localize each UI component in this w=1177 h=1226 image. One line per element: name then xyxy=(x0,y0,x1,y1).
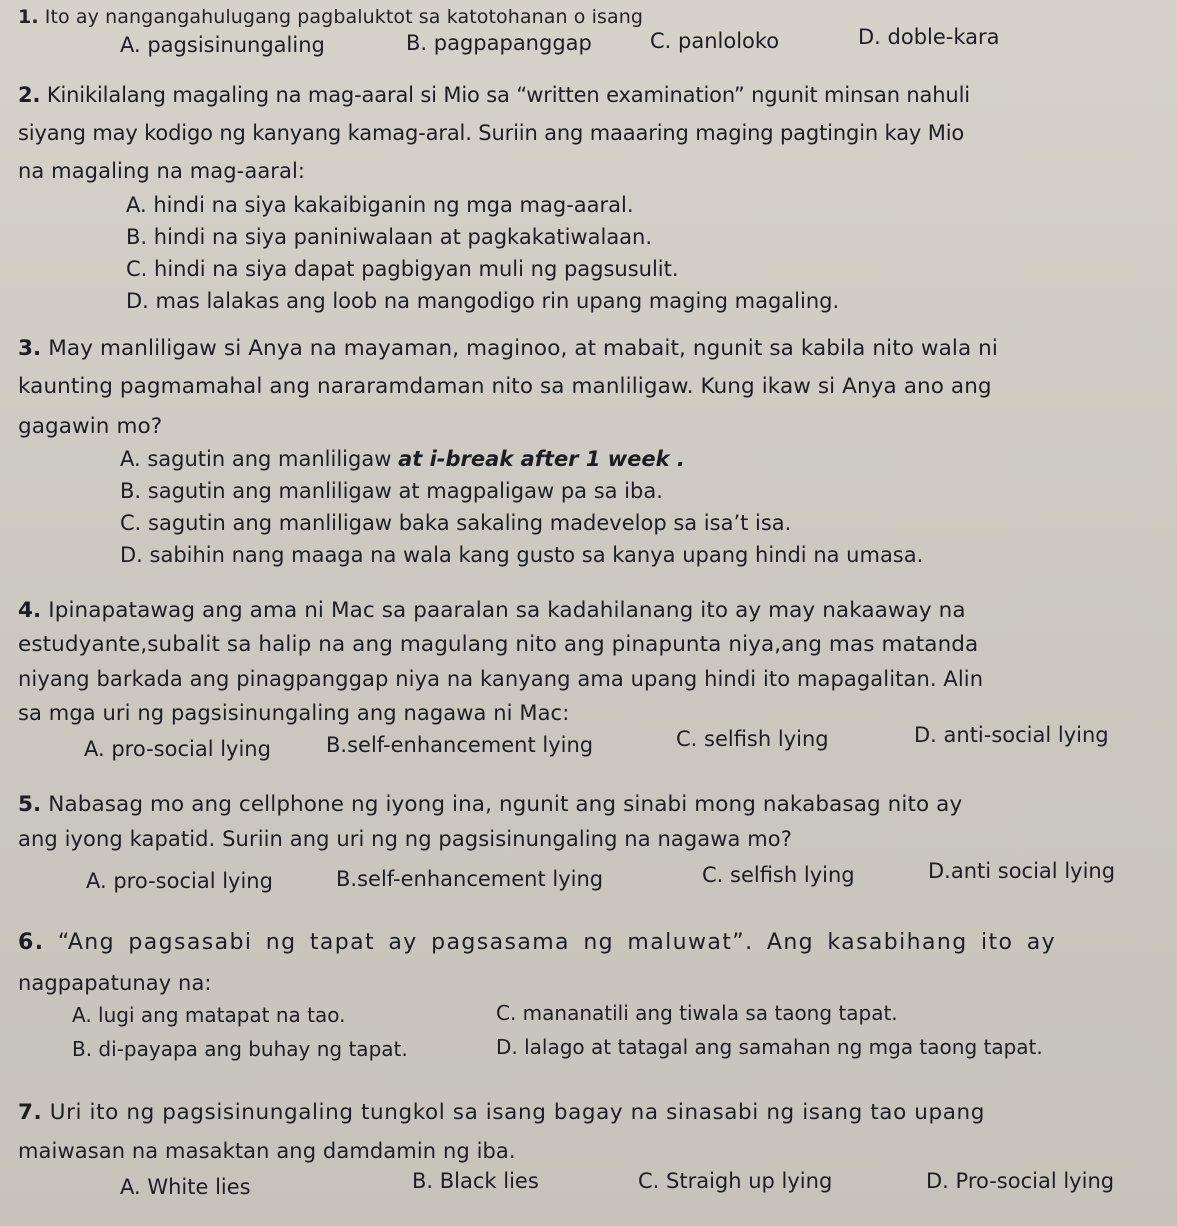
question-3-line-2: kaunting pagmamahal ang nararamdaman nito sa manliligaw. Kung ikaw si Anya ano ang xyxy=(18,374,992,399)
q5-option-d: D.anti social lying xyxy=(928,859,1116,883)
question-5-text-1: Nabasag mo ang cellphone ng iyong ina, ngunit ang sinabi mong nakabasag nito ay xyxy=(48,792,963,817)
question-3-text-1: May manliligaw si Anya na mayaman, maginoo, at mabait, ngunit sa kabila nito wala ni xyxy=(48,336,998,361)
q7-option-b: B. Black lies xyxy=(412,1169,539,1193)
q4-option-b: B.self-enhancement lying xyxy=(326,733,594,757)
question-4-line-4: sa mga uri ng pagsisinungaling ang nagawa ni Mac: xyxy=(18,701,570,725)
question-3-line-3: gagawin mo? xyxy=(18,414,163,439)
question-4-text-1: Ipinapatawag ang ama ni Mac sa paaralan sa kadahilanang ito ay may nakaaway na xyxy=(48,598,966,623)
question-3-number: 3. xyxy=(18,336,42,361)
q5-option-c: C. selfish lying xyxy=(702,863,855,887)
question-2-line-2: siyang may kodigo ng kanyang kamag-aral. Suriin ang maaaring maging pagtingin kay Mio xyxy=(18,121,965,145)
q2-option-b: B. hindi na siya paniniwalaan at pagkakatiwalaan. xyxy=(126,225,653,249)
question-4-line-3: niyang barkada ang pinagpanggap niya na kanyang ama upang hindi ito mapagalitan. Alin xyxy=(18,667,984,691)
question-5-number: 5. xyxy=(18,792,42,817)
question-4-line-1 xyxy=(18,596,966,626)
q3-option-d: D. sabihin nang maaga na wala kang gusto sa kanya upang hindi na umasa. xyxy=(120,543,924,567)
question-6-text-1: “Ang pagsasabi ng tapat ay pagsasama ng maluwat”. Ang kasabihang ito ay xyxy=(57,930,1057,955)
q1-option-a: A. pagsisinungaling xyxy=(120,33,325,57)
q6-option-d: D. lalago at tatagal ang samahan ng mga taong tapat. xyxy=(496,1035,1043,1059)
question-2-text-1: Kinikilalang magaling na mag-aaral si Mio sa “written examination” ngunit minsan nahuli xyxy=(46,83,970,107)
question-7-line-2: maiwasan na masaktan ang damdamin ng iba. xyxy=(18,1139,516,1163)
q5-option-a: A. pro-social lying xyxy=(86,869,273,893)
q3-option-c: C. sagutin ang manliligaw baka sakaling madevelop sa isa’t isa. xyxy=(120,511,792,535)
q6-option-a: A. lugi ang matapat na tao. xyxy=(72,1003,346,1027)
question-7-text-1: Uri ito ng pagsisinungaling tungkol sa isang bagay na sinasabi ng isang tao upang xyxy=(49,1100,985,1125)
q3-option-a-handwritten: at i-break after 1 week . xyxy=(398,447,685,471)
q1-option-d: D. doble-kara xyxy=(858,25,1000,49)
q3-option-b: B. sagutin ang manliligaw at magpaligaw pa sa iba. xyxy=(120,479,663,503)
q6-option-b: B. di-payapa ang buhay ng tapat. xyxy=(72,1037,408,1061)
q4-option-a: A. pro-social lying xyxy=(84,737,271,761)
q3-option-a-printed: A. sagutin ang manliligaw xyxy=(120,447,392,471)
question-2-line-1 xyxy=(18,80,970,110)
question-6-line-1 xyxy=(18,928,1056,958)
q5-option-b: B.self-enhancement lying xyxy=(336,867,604,891)
question-1-number: 1. xyxy=(18,6,39,28)
question-1-text: Ito ay nangangahulugang pagbaluktot sa katotohanan o isang xyxy=(44,6,644,28)
q2-option-d: D. mas lalakas ang loob na mangodigo rin upang maging magaling. xyxy=(126,289,840,313)
q4-option-c: C. selfish lying xyxy=(676,727,829,751)
q2-option-c: C. hindi na siya dapat pagbigyan muli ng pagsusulit. xyxy=(126,257,679,281)
question-2-line-3: na magaling na mag-aaral: xyxy=(18,159,306,183)
question-7-line-1 xyxy=(18,1098,985,1128)
q1-option-b: B. pagpapanggap xyxy=(406,31,592,55)
question-5-line-1 xyxy=(18,790,962,820)
question-2-number: 2. xyxy=(18,83,41,107)
question-4-number: 4. xyxy=(18,598,42,623)
q7-option-c: C. Straigh up lying xyxy=(638,1169,833,1193)
question-5-line-2: ang iyong kapatid. Suriin ang uri ng ng pagsisinungaling na nagawa mo? xyxy=(18,827,793,851)
question-7-number: 7. xyxy=(18,1100,43,1125)
question-6-line-2: nagpapatunay na: xyxy=(18,971,212,995)
q3-option-a xyxy=(120,444,685,474)
q2-option-a: A. hindi na siya kakaibiganin ng mga mag-aaral. xyxy=(126,193,634,217)
question-6-number: 6. xyxy=(18,930,45,955)
q1-option-c: C. panloloko xyxy=(650,29,780,53)
q7-option-a: A. White lies xyxy=(120,1175,251,1199)
q7-option-d: D. Pro-social lying xyxy=(926,1169,1115,1193)
question-4-line-2: estudyante,subalit sa halip na ang magulang nito ang pinapunta niya,ang mas matanda xyxy=(18,632,979,657)
question-3-line-1 xyxy=(18,334,998,364)
q6-option-c: C. mananatili ang tiwala sa taong tapat. xyxy=(496,1001,898,1025)
q4-option-d: D. anti-social lying xyxy=(914,723,1109,747)
